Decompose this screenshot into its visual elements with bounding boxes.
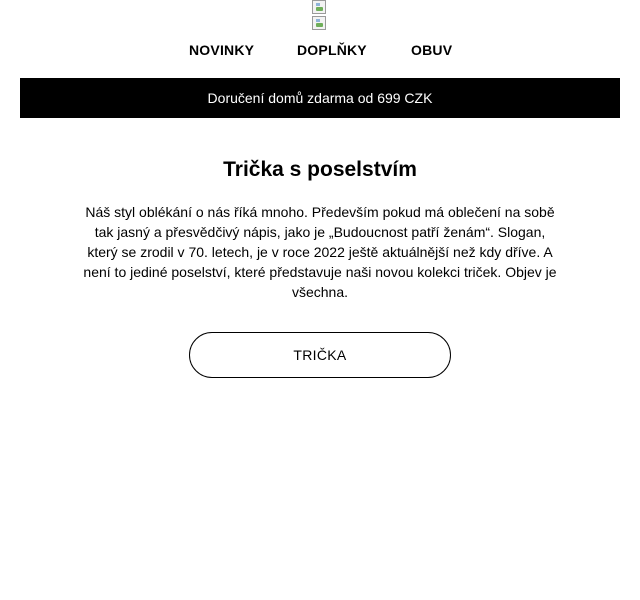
broken-image-icon	[312, 0, 326, 14]
nav-item-novinky[interactable]: NOVINKY	[189, 42, 255, 58]
broken-image-icon	[312, 16, 326, 30]
banner-text: Doručení domů zdarma od 699 CZK	[207, 90, 433, 106]
page-title: Trička s poselstvím	[223, 158, 417, 181]
nav-item-obuv[interactable]: OBUV	[411, 42, 453, 58]
nav-item-doplnky[interactable]: DOPLŇKY	[297, 42, 367, 58]
free-delivery-banner	[20, 78, 620, 118]
intro-paragraph: Náš styl oblékání o nás říká mnoho. Především pokud má oblečení na sobě tak jasný a přesvědčivý nápis, jako je „Budoucnost patří ženám“. Slogan, který se zrodil v 70. letech, je v roce 2022 ještě aktuálnější než kdy dříve. A není to jediné poselství, které představuje naši novou kolekci triček. Objev je všechna.	[83, 204, 557, 300]
logo[interactable]	[312, 0, 330, 32]
main-nav	[0, 40, 640, 60]
tshirts-button[interactable]: TRIČKA	[189, 332, 451, 378]
